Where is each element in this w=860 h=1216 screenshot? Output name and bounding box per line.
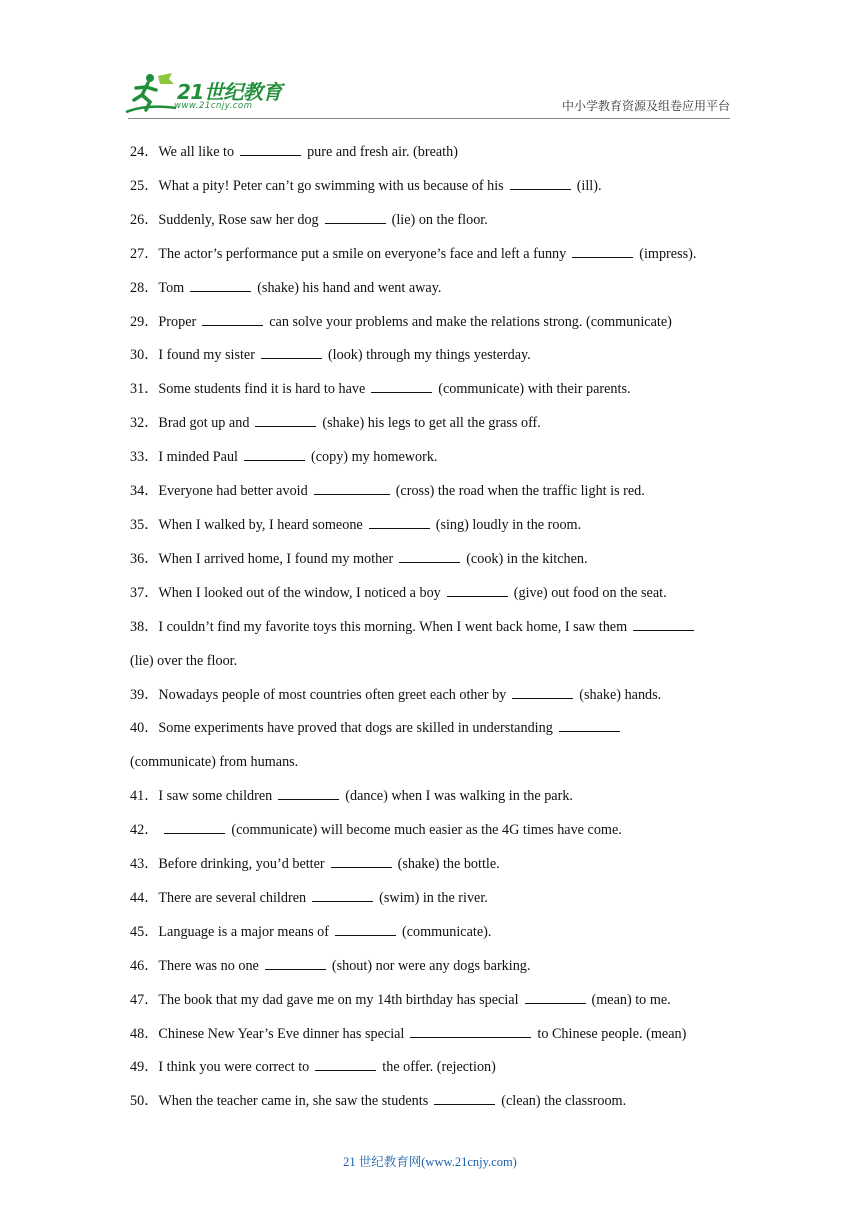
question-48: 48．Chinese New Year’s Eve dinner has special to Chinese people. (mean): [130, 1018, 732, 1052]
answer-blank[interactable]: [325, 209, 386, 224]
answer-blank[interactable]: [255, 412, 316, 427]
question-number: 31．: [130, 381, 159, 398]
answer-blank[interactable]: [164, 819, 225, 834]
logo: [122, 70, 292, 118]
page-footer[interactable]: 21 世纪教育网(www.21cnjy.com): [343, 1155, 517, 1169]
platform-title: 中小学教育资源及组卷应用平台: [561, 99, 730, 113]
question-39: 39．Nowadays people of most countries often greet each other by (shake) hands.: [130, 679, 732, 713]
question-number: 37．: [130, 584, 159, 601]
question-34: 34．Everyone had better avoid (cross) the road when the traffic light is red.: [130, 475, 732, 509]
question-47: 47．The book that my dad gave me on my 14th birthday has special (mean) to me.: [130, 984, 732, 1018]
question-37: 37．When I looked out of the window, I noticed a boy (give) out food on the seat.: [130, 577, 732, 611]
question-list: [130, 136, 732, 1119]
answer-blank[interactable]: [314, 480, 390, 495]
question-number: 50．: [130, 1093, 159, 1110]
question-number: 32．: [130, 415, 159, 432]
question-25: 25．What a pity! Peter can’t go swimming with us because of his (ill).: [130, 170, 732, 204]
question-38: 38．I couldn’t find my favorite toys this morning. When I went back home, I saw them: [130, 611, 732, 645]
question-number: 43．: [130, 856, 159, 873]
question-31: 31．Some students find it is hard to have (communicate) with their parents.: [130, 373, 732, 407]
answer-blank[interactable]: [572, 243, 633, 258]
question-number: 49．: [130, 1059, 159, 1076]
logo-url: www.21cnjy.com: [174, 101, 253, 111]
question-28: 28．Tom (shake) his hand and went away.: [130, 272, 732, 306]
question-38-continued: (lie) over the floor.: [130, 652, 238, 669]
answer-blank[interactable]: [335, 921, 396, 936]
question-32: 32．Brad got up and (shake) his legs to get all the grass off.: [130, 407, 732, 441]
question-number: 26．: [130, 211, 159, 228]
question-number: 25．: [130, 177, 159, 194]
header-divider: [128, 118, 730, 119]
question-number: 38．: [130, 618, 159, 635]
answer-blank[interactable]: [559, 717, 620, 732]
question-number: 47．: [130, 991, 159, 1008]
answer-blank[interactable]: [244, 446, 305, 461]
question-44: 44．There are several children (swim) in the river.: [130, 882, 732, 916]
runner-logo-icon: [122, 70, 178, 118]
question-number: 44．: [130, 889, 159, 906]
question-number: 42．: [130, 822, 159, 839]
question-number: 35．: [130, 516, 159, 533]
question-number: 40．: [130, 720, 159, 737]
answer-blank[interactable]: [265, 955, 326, 970]
answer-blank[interactable]: [371, 378, 432, 393]
question-number: 48．: [130, 1025, 159, 1042]
answer-blank[interactable]: [261, 344, 322, 359]
answer-blank[interactable]: [410, 1023, 531, 1038]
question-number: 45．: [130, 923, 159, 940]
answer-blank[interactable]: [278, 785, 339, 800]
answer-blank[interactable]: [369, 514, 430, 529]
question-26: 26．Suddenly, Rose saw her dog (lie) on the floor.: [130, 204, 732, 238]
answer-blank[interactable]: [240, 141, 301, 156]
answer-blank[interactable]: [399, 548, 460, 563]
answer-blank[interactable]: [510, 175, 571, 190]
question-number: 27．: [130, 245, 159, 262]
question-50: 50．When the teacher came in, she saw the students (clean) the classroom.: [130, 1085, 732, 1119]
question-49: 49．I think you were correct to the offer. (rejection): [130, 1051, 732, 1085]
answer-blank[interactable]: [190, 277, 251, 292]
question-number: 30．: [130, 347, 159, 364]
answer-blank[interactable]: [525, 989, 586, 1004]
question-43: 43．Before drinking, you’d better (shake) the bottle.: [130, 848, 732, 882]
answer-blank[interactable]: [202, 311, 263, 326]
question-number: 34．: [130, 483, 159, 500]
page-header: [0, 0, 860, 130]
question-36: 36．When I arrived home, I found my mother (cook) in the kitchen.: [130, 543, 732, 577]
answer-blank[interactable]: [331, 853, 392, 868]
question-number: 46．: [130, 957, 159, 974]
answer-blank[interactable]: [315, 1056, 376, 1071]
question-number: 39．: [130, 686, 159, 703]
question-29: 29．Proper can solve your problems and make the relations strong. (communicate): [130, 306, 732, 340]
question-46: 46．There was no one (shout) nor were any dogs barking.: [130, 950, 732, 984]
answer-blank[interactable]: [633, 616, 694, 631]
question-number: 33．: [130, 449, 159, 466]
answer-blank[interactable]: [434, 1090, 495, 1105]
question-45: 45．Language is a major means of (communicate).: [130, 916, 732, 950]
answer-blank[interactable]: [512, 684, 573, 699]
question-40-continued: (communicate) from humans.: [130, 754, 299, 771]
question-41: 41．I saw some children (dance) when I was walking in the park.: [130, 780, 732, 814]
question-42: 42． (communicate) will become much easier as the 4G times have come.: [130, 814, 732, 848]
question-30: 30．I found my sister (look) through my things yesterday.: [130, 339, 732, 373]
answer-blank[interactable]: [447, 582, 508, 597]
question-27: 27．The actor’s performance put a smile on everyone’s face and left a funny (impress).: [130, 238, 732, 272]
question-number: 36．: [130, 550, 159, 567]
logo-text: 21世纪教育: [177, 80, 282, 104]
question-number: 24．: [130, 144, 159, 160]
question-number: 41．: [130, 788, 159, 805]
question-24: 24．We all like to pure and fresh air. (breath): [130, 136, 732, 170]
question-number: 29．: [130, 313, 159, 330]
question-number: 28．: [130, 279, 159, 296]
question-40: 40．Some experiments have proved that dogs are skilled in understanding: [130, 712, 732, 746]
question-33: 33．I minded Paul (copy) my homework.: [130, 441, 732, 475]
question-35: 35．When I walked by, I heard someone (sing) loudly in the room.: [130, 509, 732, 543]
answer-blank[interactable]: [312, 887, 373, 902]
